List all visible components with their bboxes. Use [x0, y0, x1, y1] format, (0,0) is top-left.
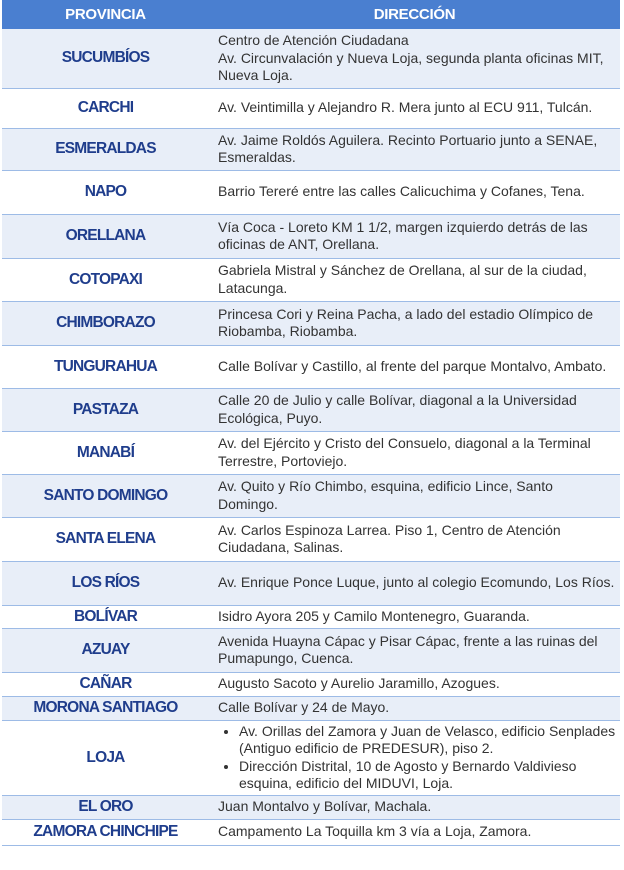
table-row: [2, 561, 620, 605]
column-header-direccion: DIRECCIÓN: [209, 0, 620, 29]
province-name: CAÑAR: [2, 672, 209, 696]
province-name: SUCUMBÍOS: [2, 29, 209, 88]
address-line: Av. del Ejército y Cristo del Consuelo, diagonal a la Terminal Terrestre, Portoviejo.: [218, 435, 591, 469]
table-row: [2, 628, 620, 672]
province-name: BOLÍVAR: [2, 605, 209, 628]
province-address: [209, 561, 620, 605]
province-address: [209, 345, 620, 388]
table-row: [2, 517, 620, 561]
province-address: [209, 720, 620, 795]
address-line: Avenida Huayna Cápac y Pisar Cápac, frente a las ruinas del Pumapungo, Cuenca.: [218, 632, 598, 666]
table-row: [2, 345, 620, 388]
table-row: [2, 170, 620, 214]
table-row: [2, 214, 620, 258]
address-line: Campamento La Toquilla km 3 vía a Loja, Zamora.: [218, 823, 532, 840]
address-list: [218, 723, 616, 793]
province-name: EL ORO: [2, 795, 209, 819]
address-line: Av. Jaime Roldós Aguilera. Recinto Portuario junto a SENAE, Esmeraldas.: [218, 131, 598, 165]
table-row: [2, 474, 620, 517]
province-address: [209, 258, 620, 301]
province-address: [209, 517, 620, 561]
province-address: [209, 214, 620, 258]
province-address: [209, 672, 620, 696]
province-name: SANTA ELENA: [2, 517, 209, 561]
province-name: LOJA: [2, 720, 209, 795]
table-row: [2, 388, 620, 431]
province-name: ORELLANA: [2, 214, 209, 258]
address-line: Av. Carlos Espinoza Larrea. Piso 1, Centro de Atención Ciudadana, Salinas.: [218, 521, 561, 555]
province-name: ZAMORA CHINCHIPE: [2, 819, 209, 845]
address-line: Princesa Cori y Reina Pacha, a lado del estadio Olímpico de Riobamba, Riobamba.: [218, 305, 594, 339]
province-address: [209, 170, 620, 214]
table-row: [2, 431, 620, 474]
table-row: [2, 672, 620, 696]
province-address: [209, 431, 620, 474]
province-address: [209, 795, 620, 819]
column-header-provincia: PROVINCIA: [2, 0, 209, 29]
province-name: PASTAZA: [2, 388, 209, 431]
table-row: [2, 696, 620, 720]
province-name: TUNGURAHUA: [2, 345, 209, 388]
table-body: [2, 29, 620, 845]
address-line: Augusto Sacoto y Aurelio Jaramillo, Azogues.: [218, 675, 500, 692]
province-name: CARCHI: [2, 88, 209, 128]
province-address: [209, 29, 620, 88]
address-line: Calle 20 de Julio y calle Bolívar, diagonal a la Universidad Ecológica, Puyo.: [218, 392, 577, 426]
province-name: ESMERALDAS: [2, 128, 209, 170]
table-row: [2, 258, 620, 301]
table-row: [2, 128, 620, 170]
address-line: Av. Circunvalación y Nueva Loja, segunda planta oficinas MIT, Nueva Loja.: [218, 49, 604, 83]
province-address: [209, 696, 620, 720]
province-address: [209, 301, 620, 345]
province-name: MANABÍ: [2, 431, 209, 474]
province-address: [209, 819, 620, 845]
province-name: MORONA SANTIAGO: [2, 696, 209, 720]
province-address: [209, 605, 620, 628]
table-row: [2, 301, 620, 345]
address-line: Av. Quito y Río Chimbo, esquina, edificio Lince, Santo Domingo.: [218, 478, 553, 512]
address-list-item: • Av. Orillas del Zamora y Juan de Velasco, edificio Senplades (Antiguo edificio de PREDESUR), piso 2.: [239, 723, 616, 758]
provincial-offices-table: [2, 0, 620, 846]
address-line: Av. Enrique Ponce Luque, junto al colegio Ecomundo, Los Ríos.: [218, 574, 615, 591]
province-address: [209, 88, 620, 128]
province-name: CHIMBORAZO: [2, 301, 209, 345]
address-line: Av. Veintimilla y Alejandro R. Mera junto al ECU 911, Tulcán.: [218, 99, 593, 116]
table-row: [2, 88, 620, 128]
table-row: [2, 795, 620, 819]
address-line: Juan Montalvo y Bolívar, Machala.: [218, 798, 432, 815]
table-row: [2, 720, 620, 795]
address-line: Barrio Tereré entre las calles Calicuchima y Cofanes, Tena.: [218, 183, 585, 200]
province-address: [209, 628, 620, 672]
province-name: COTOPAXI: [2, 258, 209, 301]
province-name: AZUAY: [2, 628, 209, 672]
address-line: Centro de Atención Ciudadana: [218, 32, 409, 48]
province-name: SANTO DOMINGO: [2, 474, 209, 517]
address-line: Vía Coca - Loreto KM 1 1/2, margen izquierdo detrás de las oficinas de ANT, Orellana.: [218, 218, 588, 252]
table-row: [2, 29, 620, 88]
table-header-row: [2, 0, 620, 29]
table-row: [2, 819, 620, 845]
table-row: [2, 605, 620, 628]
address-line: Isidro Ayora 205 y Camilo Montenegro, Guaranda.: [218, 607, 530, 624]
province-name: LOS RÍOS: [2, 561, 209, 605]
province-address: [209, 388, 620, 431]
province-address: [209, 474, 620, 517]
address-line: Gabriela Mistral y Sánchez de Orellana, al sur de la ciudad, Latacunga.: [218, 262, 587, 296]
address-line: Calle Bolívar y Castillo, al frente del parque Montalvo, Ambato.: [218, 357, 607, 374]
address-list-item: • Dirección Distrital, 10 de Agosto y Bernardo Valdivieso esquina, edificio del MIDUVI, Loja.: [239, 758, 616, 793]
province-address: [209, 128, 620, 170]
address-line: Calle Bolívar y 24 de Mayo.: [218, 699, 390, 716]
province-name: NAPO: [2, 170, 209, 214]
